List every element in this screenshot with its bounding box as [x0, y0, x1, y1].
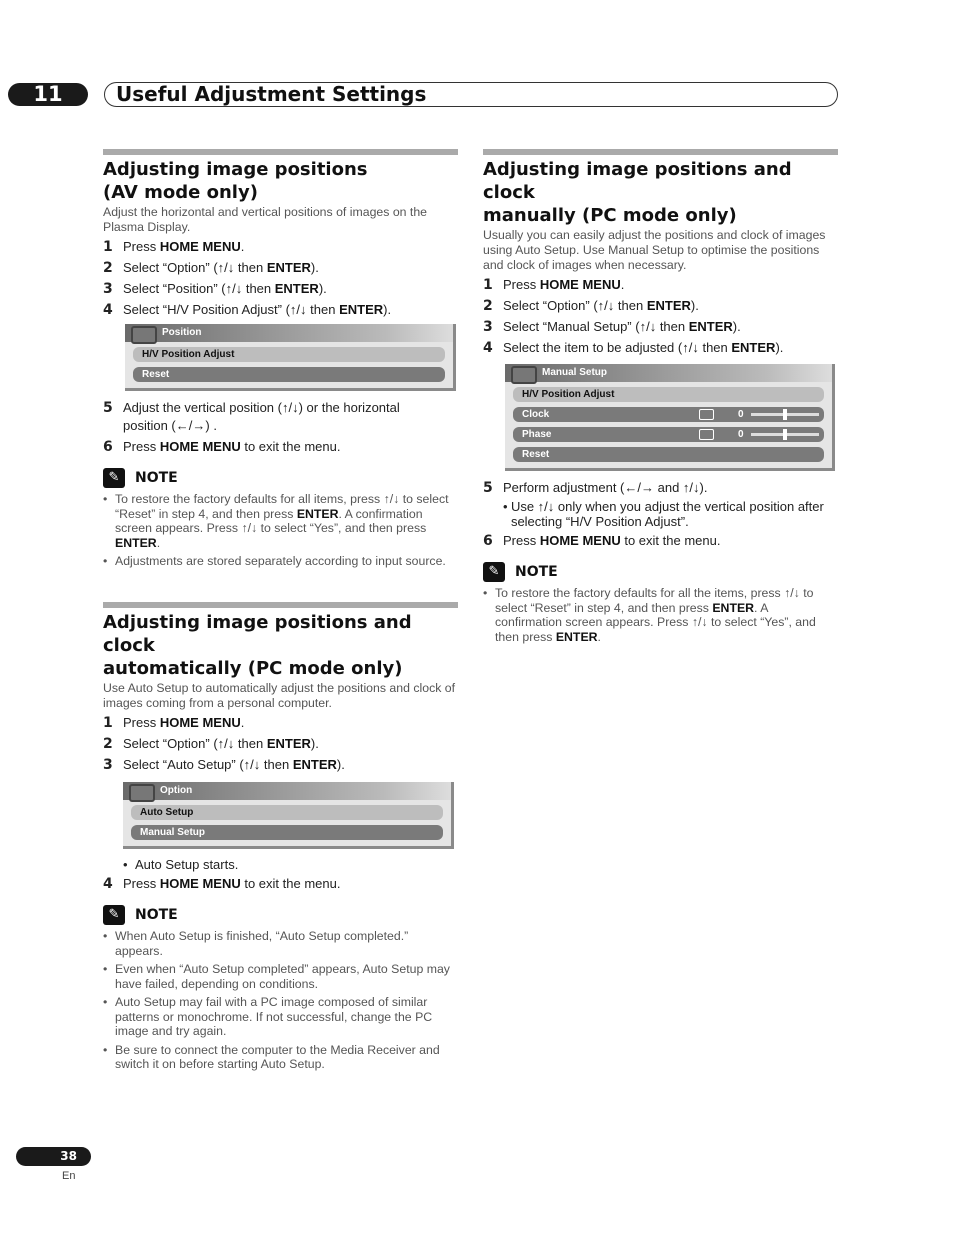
up-down-arrow-icon: ↑/↓: [241, 521, 258, 535]
step: 3 Select “Position” (↑/↓ then ENTER).: [103, 281, 327, 297]
section-title-auto: Adjusting image positions and clock automatically (PC mode only): [103, 612, 412, 679]
step: 5 Adjust the vertical position (↑/↓) or the horizontal position (←/→) .: [103, 400, 400, 433]
note-heading: ✎ NOTE: [103, 468, 458, 488]
note-heading: ✎ NOTE: [483, 562, 838, 582]
step: 3 Select “Auto Setup” (↑/↓ then ENTER).: [103, 757, 345, 773]
osd-title: Manual Setup: [505, 364, 832, 382]
up-down-arrow-icon: ↑/↓: [289, 302, 307, 317]
osd-item-reset[interactable]: Reset: [513, 447, 824, 462]
chapter-title: Useful Adjustment Settings: [104, 82, 838, 107]
osd-item-hv-position-adjust[interactable]: H/V Position Adjust: [133, 347, 445, 362]
osd-item-auto-setup[interactable]: Auto Setup: [131, 805, 443, 820]
left-right-arrow-icon: ←/→: [624, 480, 654, 495]
osd-item-clock[interactable]: Clock 0: [513, 407, 824, 422]
step: 6 Press HOME MENU to exit the menu.: [103, 439, 341, 455]
note-item: • Auto Setup may fail with a PC image composed of similar patterns or monochrome. If not successful, change the PC image and try again.: [103, 995, 433, 1038]
sub-bullet: • Auto Setup starts.: [123, 857, 239, 872]
tv-icon: [511, 366, 537, 384]
section-divider: [483, 149, 838, 155]
note-item: • To restore the factory defaults for all the items, press ↑/↓ to select “Reset” in step 4, and then press ENTER. A confirmation screen appears. Press ↑/↓ to select “Yes”, and then press ENTER.: [483, 586, 816, 644]
note-item: • Even when “Auto Setup completed” appears, Auto Setup may have failed, depending on conditions.: [103, 962, 450, 991]
osd-item-hv-position-adjust[interactable]: H/V Position Adjust: [513, 387, 824, 402]
slider-knob[interactable]: [783, 409, 787, 420]
left-column: [103, 149, 458, 569]
osd-item-manual-setup[interactable]: Manual Setup: [131, 825, 443, 840]
pencil-icon: ✎: [103, 468, 125, 488]
osd-manual-setup-menu: [505, 364, 835, 471]
section-intro: Use Auto Setup to automatically adjust the positions and clock of images coming from a personal computer.: [103, 681, 456, 710]
step: 4 Press HOME MENU to exit the menu.: [103, 876, 341, 892]
tv-icon: [131, 326, 157, 344]
section-intro: Adjust the horizontal and vertical positions of images on the Plasma Display.: [103, 205, 428, 234]
section-title-manual: Adjusting image positions and clock manually (PC mode only): [483, 159, 792, 226]
osd-item-reset[interactable]: Reset: [133, 367, 445, 382]
step: 1 Press HOME MENU.: [103, 239, 245, 255]
language-label: En: [62, 1170, 76, 1182]
section-intro: Usually you can easily adjust the positions and clock of images using Auto Setup. Use Manual Setup to optimise the positions and clock of images when necessary.: [483, 228, 826, 272]
sub-bullet: • Use ↑/↓ only when you adjust the vertical position after selecting “H/V Position Adjust”.: [503, 499, 824, 529]
note-item: • When Auto Setup is finished, “Auto Setup completed.” appears.: [103, 929, 409, 958]
up-down-arrow-icon: ↑/↓: [383, 492, 400, 506]
step: 6 Press HOME MENU to exit the menu.: [483, 533, 721, 549]
note-heading: ✎ NOTE: [103, 905, 458, 925]
up-down-arrow-icon: ↑/↓: [682, 480, 700, 495]
up-down-arrow-icon: ↑/↓: [537, 499, 555, 514]
up-down-arrow-icon: ↑/↓: [281, 400, 299, 415]
tv-icon: [129, 784, 155, 802]
left-right-arrow-icon: ←/→: [175, 418, 206, 433]
up-down-arrow-icon: ↑/↓: [217, 260, 235, 275]
up-down-arrow-icon: ↑/↓: [243, 757, 261, 772]
pencil-icon: ✎: [483, 562, 505, 582]
section-divider: [103, 149, 458, 155]
step: 3 Select “Manual Setup” (↑/↓ then ENTER).: [483, 319, 741, 335]
page-number: 38: [16, 1147, 91, 1166]
note-item: • Adjustments are stored separately according to input source.: [103, 554, 446, 568]
step: 2 Select “Option” (↑/↓ then ENTER).: [103, 736, 319, 752]
note-item: • Be sure to connect the computer to the Media Receiver and switch it on before starting Auto Setup.: [103, 1042, 440, 1071]
slider-knob[interactable]: [783, 429, 787, 440]
pencil-icon: ✎: [103, 905, 125, 925]
step: 2 Select “Option” (↑/↓ then ENTER).: [103, 260, 319, 276]
step: 4 Select the item to be adjusted (↑/↓ then ENTER).: [483, 340, 784, 356]
up-down-arrow-icon: ↑/↓: [639, 319, 657, 334]
note-item: • To restore the factory defaults for all items, press ↑/↓ to select “Reset” in step 4, and then press ENTER. A confirmation screen appears. Press ↑/↓ to select “Yes”, and then press ENTER.: [103, 492, 449, 550]
up-down-arrow-icon: ↑/↓: [784, 586, 800, 600]
step: 1 Press HOME MENU.: [483, 277, 625, 293]
up-down-arrow-icon: ↑/↓: [682, 340, 699, 355]
up-down-arrow-icon: ↑/↓: [225, 281, 243, 296]
up-down-arrow-icon: ↑/↓: [597, 298, 615, 313]
step: 2 Select “Option” (↑/↓ then ENTER).: [483, 298, 699, 314]
clock-icon: [699, 409, 714, 420]
up-down-arrow-icon: ↑/↓: [691, 615, 708, 629]
section-divider: [103, 602, 458, 608]
up-down-arrow-icon: ↑/↓: [217, 736, 235, 751]
step: 1 Press HOME MENU.: [103, 715, 245, 731]
osd-title: Position: [125, 324, 453, 342]
right-column: [483, 149, 838, 644]
step: 4 Select “H/V Position Adjust” (↑/↓ then ENTER).: [103, 302, 392, 318]
osd-title: Option: [123, 782, 451, 800]
osd-option-menu: [123, 782, 454, 849]
osd-position-menu: [125, 324, 456, 391]
section-title-av: Adjusting image positions (AV mode only): [103, 159, 368, 203]
phase-icon: [699, 429, 714, 440]
osd-item-phase[interactable]: Phase 0: [513, 427, 824, 442]
left-column-2: [103, 602, 458, 1072]
step: 5 Perform adjustment (←/→ and ↑/↓).: [483, 480, 708, 496]
chapter-number: 11: [8, 83, 88, 106]
